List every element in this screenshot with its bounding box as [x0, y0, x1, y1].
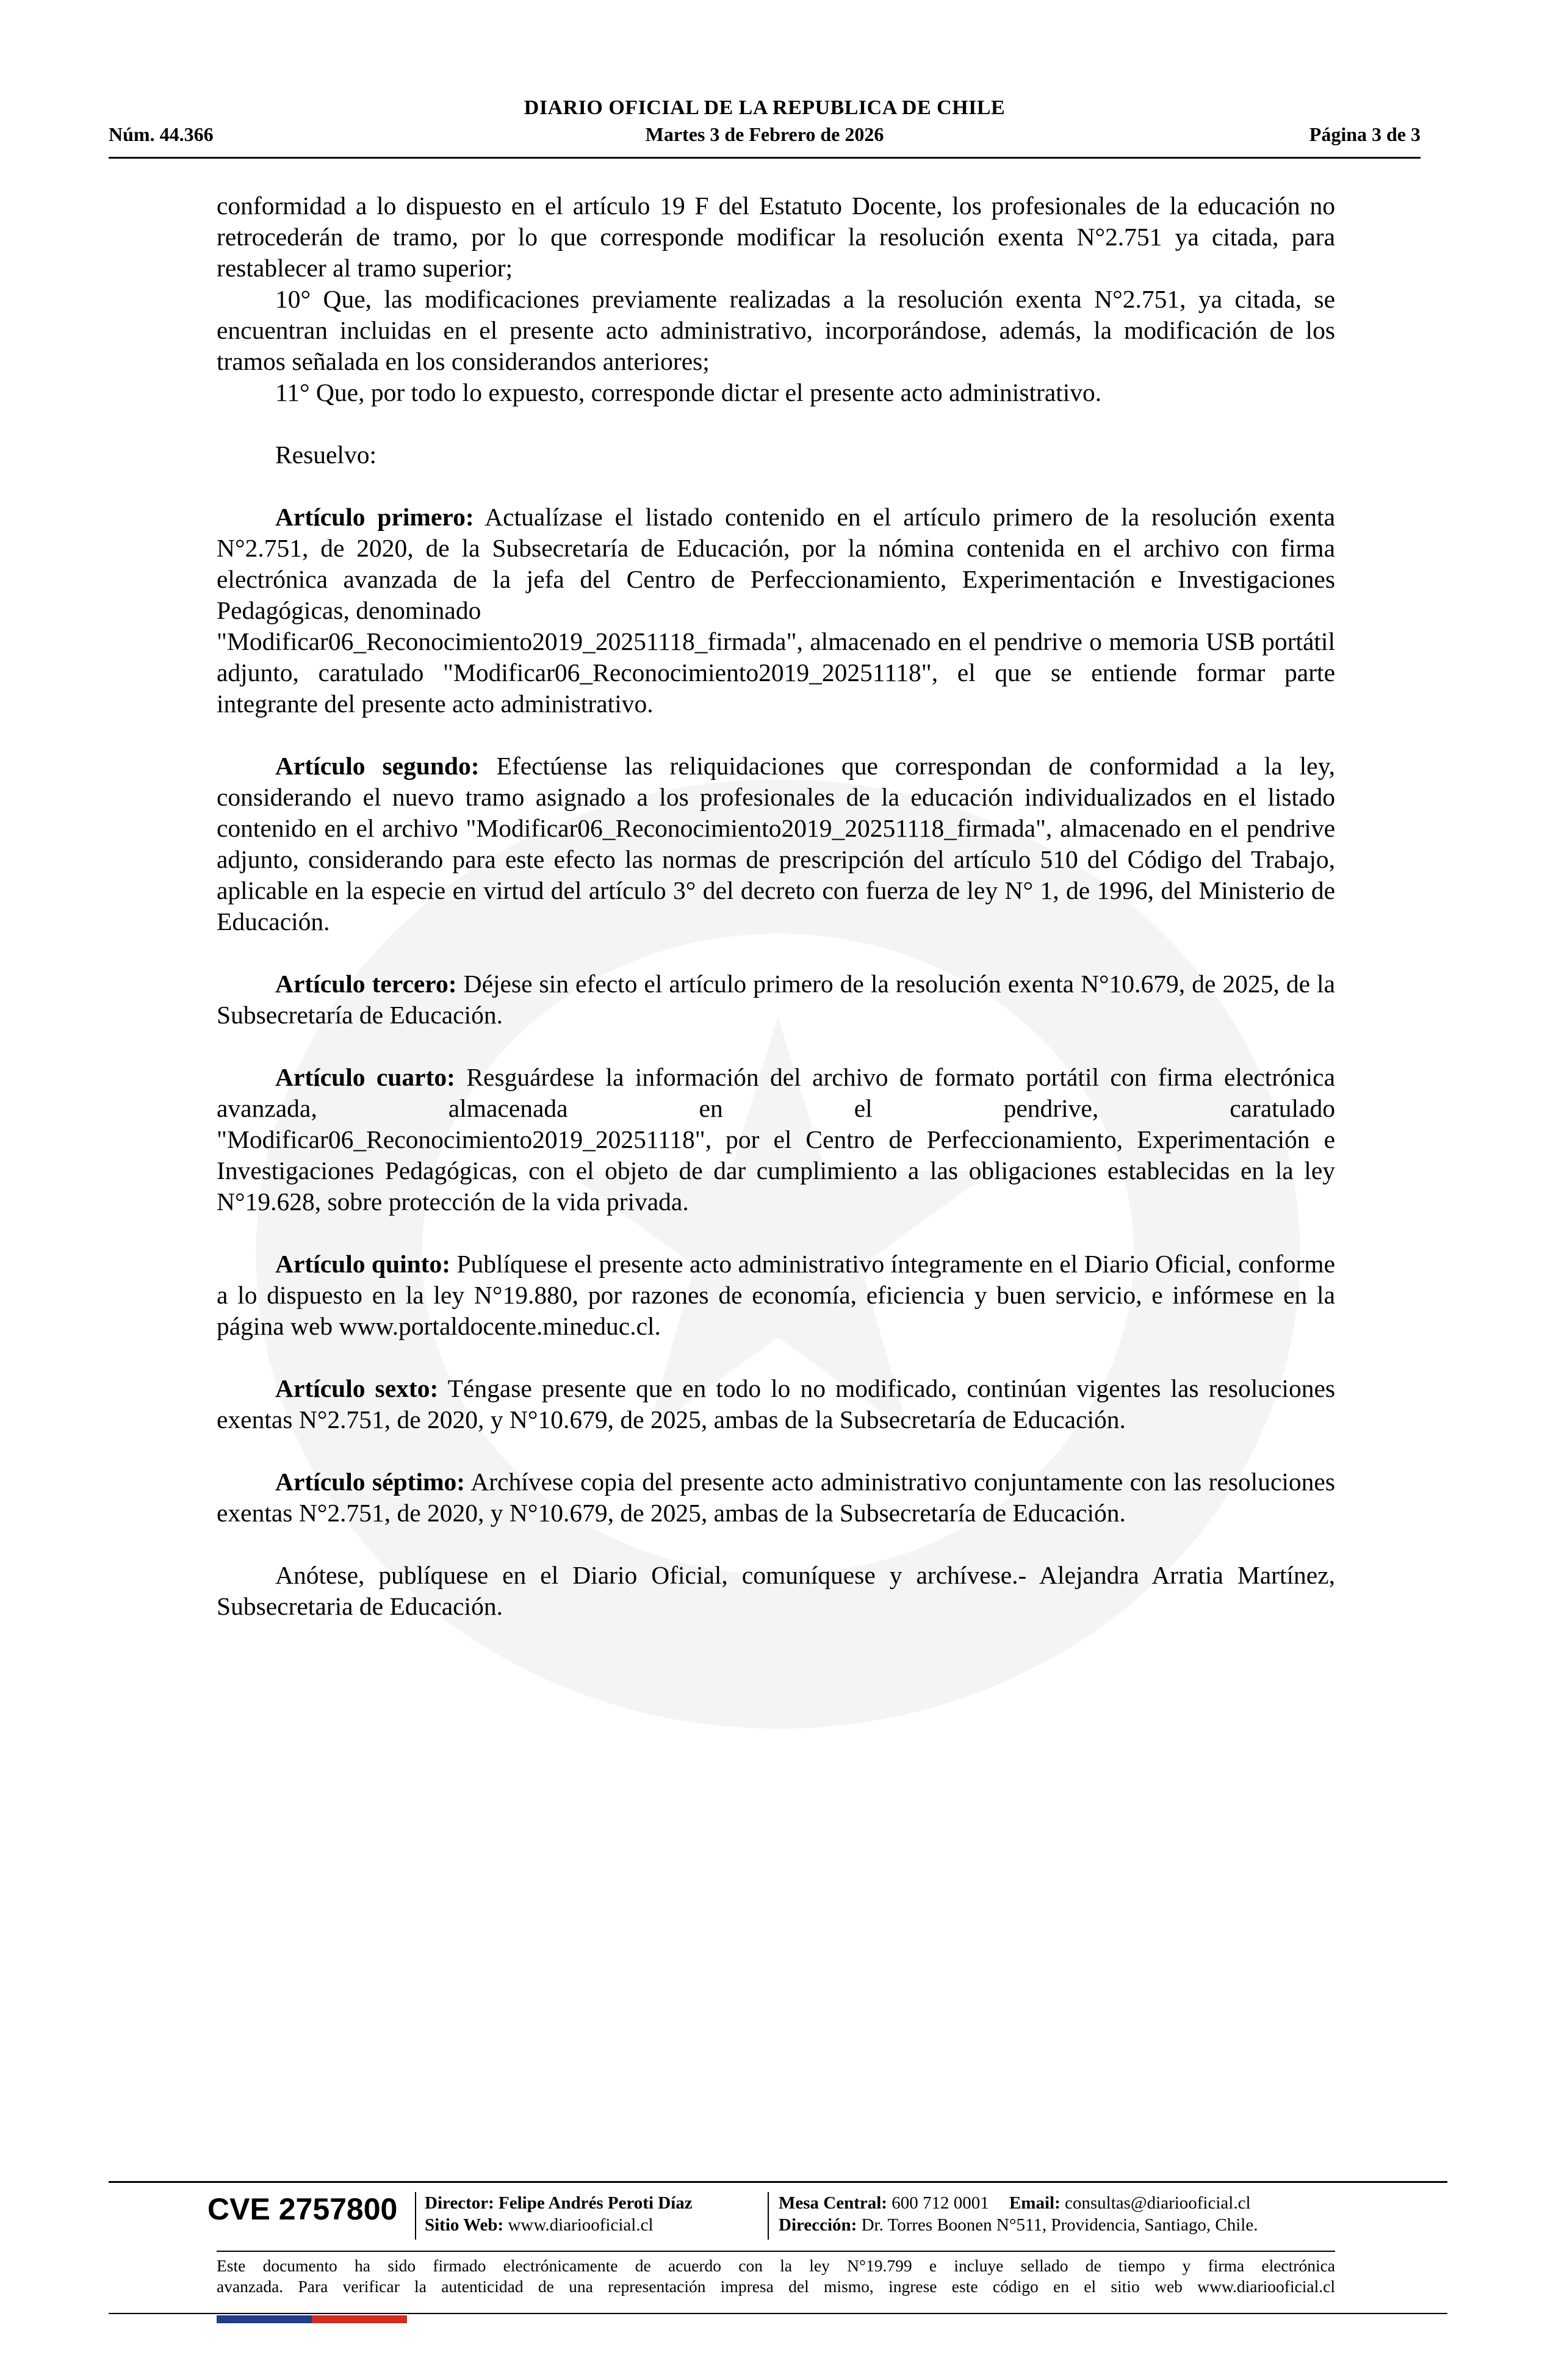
mesa-label: Mesa Central: — [779, 2193, 887, 2213]
article-6-text: Téngase presente que en todo lo no modificado, continúan vigentes las resoluciones exentas N°2.751, de 2020, y N°10.679, de 2025, ambas de la Subsecretaría de Educación. — [217, 1374, 1336, 1433]
director-label: Director: — [425, 2193, 494, 2213]
article-2 — [217, 751, 1335, 937]
mesa-phone: 600 712 0001 — [887, 2193, 989, 2213]
footer-contact-info — [779, 2192, 1450, 2236]
journal-title: DIARIO OFICIAL DE LA REPUBLICA DE CHILE — [524, 96, 1006, 119]
article-7-text: Archívese copia del presente acto administrativo conjuntamente con las resoluciones exentas N°2.751, de 2020, y N°10.679, de 2025, ambas de la Subsecretaría de Educación. — [217, 1468, 1335, 1527]
address-label: Dirección: — [779, 2215, 857, 2235]
footer-divider-middle — [217, 2251, 1335, 2252]
article-3-text: Déjese sin efecto el artículo primero de la resolución exenta N°10.679, de 2025, de la Subsecretaría de Educación. — [217, 970, 1335, 1029]
article-4-text: Resguárdese la información del archivo de formato portátil con firma electrónica avanzada, almacenada en el pendrive, caratulado — [217, 1063, 1335, 1122]
article-7-title: Artículo séptimo: — [275, 1468, 466, 1496]
footer-separator — [415, 2192, 416, 2240]
email-link[interactable]: consultas@diariooficial.cl — [1060, 2193, 1251, 2213]
article-1-text: Actualízase el listado contenido en el artículo primero de la resolución exenta N°2.751, de 2020, de la Subsecretaría de Educación, por la nómina contenida en el archivo con firma electrónica avanzada de la jefa del Centro de Perfeccionamiento, Experimentación e Investigaciones Pedagógicas, denominado — [217, 503, 1335, 624]
article-5 — [217, 1249, 1335, 1342]
article-3 — [217, 968, 1335, 1031]
paragraph-considerando-10: 10° Que, las modificaciones previamente realizadas a la resolución exenta N°2.751, ya citada, se encuentran incluidas en el presente acto administrativo, incorporándose, además, la modificación de los tramos señalada en los considerandos anteriores; — [217, 285, 1335, 375]
cve-code: CVE 2757800 — [207, 2192, 398, 2226]
article-5-text: Publíquese el presente acto administrativo íntegramente en el Diario Oficial, conforme a lo dispuesto en la ley N°19.880, por razones de economía, eficiencia y buen servicio, e infórmese en la página web www.portaldocente.mineduc.cl. — [217, 1250, 1335, 1340]
electronic-signature-notice — [217, 2256, 1335, 2297]
article-4 — [217, 1062, 1335, 1124]
resuelvo-heading: Resuelvo: — [275, 441, 376, 469]
footer-director-info — [425, 2192, 766, 2236]
legal-line-1: Este documento ha sido firmado electrónicamente de acuerdo con la ley N°19.799 e incluye sellado de tiempo y firma electrónica — [217, 2256, 1335, 2275]
paragraph-considerando-continuation: conformidad a lo dispuesto en el artículo 19 F del Estatuto Docente, los profesionales de la educación no retrocederán de tramo, por lo que corresponde modificar la resolución exenta N°2.751 ya citada, para restablecer al tramo superior; — [217, 192, 1335, 282]
issue-date: Martes 3 de Febrero de 2026 — [645, 123, 884, 145]
article-1 — [217, 502, 1335, 626]
article-4-continuation: "Modificar06_Reconocimiento2019_20251118", por el Centro de Perfeccionamiento, Experimentación e Investigaciones Pedagógicas, con el objeto de dar cumplimiento a las obligaciones establecidas en la ley N°19.628, sobre protección de la vida privada. — [217, 1125, 1335, 1216]
footer-divider-top — [109, 2181, 1447, 2183]
email-label: Email: — [1009, 2193, 1061, 2213]
article-5-title: Artículo quinto: — [275, 1250, 451, 1278]
site-link[interactable]: www.diariooficial.cl — [503, 2215, 654, 2235]
header-divider — [109, 157, 1421, 159]
article-1-title: Artículo primero: — [275, 503, 474, 531]
article-2-title: Artículo segundo: — [275, 752, 480, 780]
flag-stripe-blue — [217, 2315, 312, 2323]
address-value: Dr. Torres Boonen N°511, Providencia, Santiago, Chile. — [857, 2215, 1258, 2235]
article-4-title: Artículo cuarto: — [275, 1063, 455, 1091]
article-6-title: Artículo sexto: — [275, 1374, 439, 1402]
legal-line-2: avanzada. Para verificar la autenticidad de una representación impresa del mismo, ingrese este código en el sitio web www.diariooficial.cl — [217, 2277, 1335, 2296]
article-6 — [217, 1373, 1335, 1435]
page-indicator: Página 3 de 3 — [1309, 123, 1421, 145]
page-header — [109, 92, 1421, 159]
closing-paragraph: Anótese, publíquese en el Diario Oficial, comuníquese y archívese.- Alejandra Arratia Martínez, Subsecretaria de Educación. — [217, 1561, 1335, 1620]
footer-divider-bottom — [109, 2313, 1447, 2314]
document-body — [217, 190, 1335, 1622]
flag-stripe-red — [312, 2315, 407, 2323]
article-1-continuation: "Modificar06_Reconocimiento2019_20251118_firmada", almacenado en el pendrive o memoria USB portátil adjunto, caratulado "Modificar06_Reconocimiento2019_20251118", el que se entiende formar parte integrante del presente acto administrativo. — [217, 627, 1335, 718]
site-label: Sitio Web: — [425, 2215, 504, 2235]
article-3-title: Artículo tercero: — [275, 970, 457, 998]
issue-number: Núm. 44.366 — [109, 123, 214, 145]
footer-separator — [768, 2192, 769, 2240]
paragraph-considerando-11: 11° Que, por todo lo expuesto, corresponde dictar el presente acto administrativo. — [275, 378, 1102, 406]
director-name: Felipe Andrés Peroti Díaz — [494, 2193, 693, 2213]
article-7 — [217, 1466, 1335, 1529]
article-2-text: Efectúense las reliquidaciones que correspondan de conformidad a la ley, considerando el nuevo tramo asignado a los profesionales de la educación individualizados en el listado contenido en el archivo "Modificar06_Reconocimiento2019_20251118_firmada", almacenado en el pendrive adjunto, considerando para este efecto las normas de prescripción del artículo 510 del Código del Trabajo, aplicable en la especie en virtud del artículo 3° del decreto con fuerza de ley N° 1, de 1996, del Ministerio de Educación. — [217, 752, 1335, 936]
